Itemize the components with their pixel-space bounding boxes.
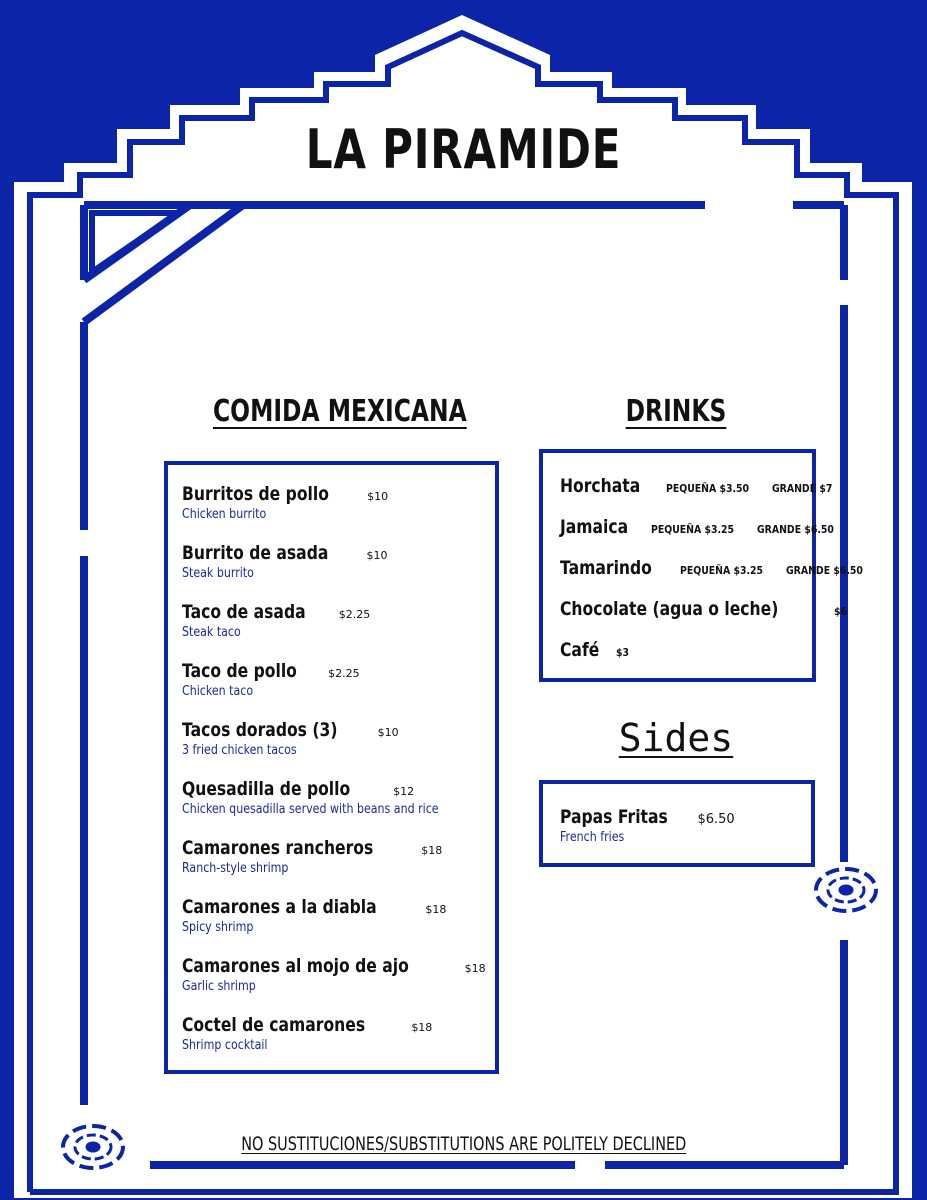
drink-item (560, 557, 876, 579)
sides-menu-box (539, 780, 815, 867)
drink-name: Horchata (560, 475, 641, 497)
item-name: Coctel de camarones (182, 1014, 366, 1036)
item-name: Camarones rancheros (182, 837, 374, 859)
item-description: 3 fried chicken tacos (182, 743, 297, 758)
drink-item (560, 598, 850, 620)
item-price: $18 (425, 903, 447, 916)
drink-item (560, 639, 631, 661)
item-name: Tacos dorados (3) (182, 719, 338, 741)
item-price: $10 (367, 490, 389, 503)
drink-name: Chocolate (agua o leche) (560, 598, 779, 620)
item-name: Taco de asada (182, 601, 306, 623)
item-description: Steak taco (182, 625, 241, 640)
side-price: $6.50 (697, 812, 735, 827)
drink-price: $3 (615, 646, 629, 659)
item-price: $10 (377, 726, 399, 739)
restaurant-title: LA PIRAMIDE (305, 118, 622, 181)
menu-item (182, 837, 442, 876)
menu-item (182, 542, 388, 581)
item-description: Shrimp cocktail (182, 1038, 268, 1053)
item-name: Burritos de pollo (182, 483, 329, 505)
item-price: $18 (411, 1021, 433, 1034)
drink-name: Jamaica (560, 516, 629, 538)
drink-large-price: GRANDE $6.50 (785, 564, 863, 577)
menu-item (182, 660, 360, 699)
drinks-heading: DRINKS (625, 394, 727, 429)
item-name: Camarones a la diabla (182, 896, 377, 918)
side-item (560, 806, 735, 845)
item-price: $18 (464, 962, 486, 975)
menu-item (182, 896, 446, 935)
item-price: $2.25 (338, 608, 371, 621)
side-name: Papas Fritas (560, 806, 668, 828)
item-description: Steak burrito (182, 566, 254, 581)
item-price: $10 (366, 549, 388, 562)
menu-item (182, 955, 486, 994)
food-heading: COMIDA MEXICANA (213, 394, 467, 429)
menu-item (182, 719, 399, 758)
drinks-menu-box (539, 449, 863, 682)
food-menu-box (164, 461, 499, 1074)
item-price: $2.25 (328, 667, 360, 680)
drink-small-price: PEQUEÑA $3.25 (651, 523, 735, 536)
menu-item (182, 601, 370, 640)
drink-item (560, 516, 847, 538)
item-price: $18 (421, 844, 443, 857)
item-description: Chicken quesadilla served with beans and rice (182, 802, 439, 817)
drink-large-price: GRANDE $7 (771, 482, 832, 495)
sides-heading: Sides (618, 716, 734, 760)
item-name: Burrito de asada (182, 542, 329, 564)
menu-item (182, 778, 484, 817)
drink-price: $6 (834, 605, 848, 618)
footer-text: NO SUSTITUCIONES/SUBSTITUTIONS ARE POLITELY DECLINED (241, 1133, 686, 1155)
drink-name: Café (560, 639, 600, 661)
item-description: Spicy shrimp (182, 920, 254, 935)
menu-item (182, 483, 388, 522)
drink-small-price: PEQUEÑA $3.50 (665, 482, 749, 495)
item-name: Quesadilla de pollo (182, 778, 351, 800)
footer-note (0, 1133, 927, 1155)
item-description: Ranch-style shrimp (182, 861, 289, 876)
side-description: French fries (560, 830, 625, 845)
drink-large-price: GRANDE $6.50 (756, 523, 834, 536)
drink-small-price: PEQUEÑA $3.25 (680, 564, 764, 577)
item-description: Chicken burrito (182, 507, 267, 522)
item-name: Taco de pollo (182, 660, 297, 682)
item-description: Chicken taco (182, 684, 254, 699)
drink-name: Tamarindo (560, 557, 652, 579)
item-description: Garlic shrimp (182, 979, 256, 994)
menu-item (182, 1014, 432, 1053)
item-price: $12 (393, 785, 415, 798)
item-name: Camarones al mojo de ajo (182, 955, 409, 977)
drink-item (560, 475, 843, 497)
